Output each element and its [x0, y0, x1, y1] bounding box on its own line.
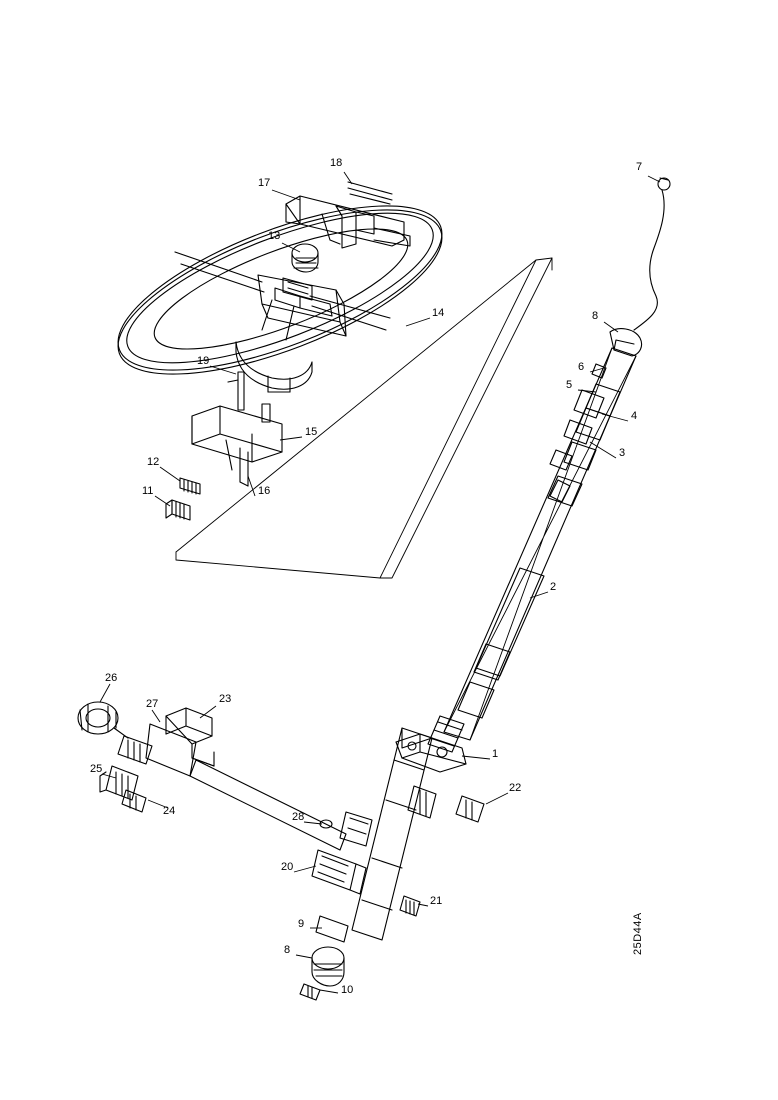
callout-6: 6	[578, 361, 585, 373]
callout-15: 15	[305, 426, 318, 438]
callout-9: 9	[298, 918, 305, 930]
fasteners-11-12	[166, 478, 200, 520]
intermediate-linkage	[78, 702, 346, 850]
callout-2: 2	[550, 581, 557, 593]
column-shroud-group	[283, 244, 318, 300]
column-jacket-outline	[176, 258, 552, 578]
callout-24: 24	[163, 805, 176, 817]
callout-7: 7	[636, 161, 643, 173]
callout-28: 28	[292, 811, 305, 823]
callout-14: 14	[432, 307, 445, 319]
switch-stalk-group	[286, 182, 410, 248]
callout-23: 23	[219, 693, 232, 705]
callout-10: 10	[341, 984, 354, 996]
callout-5: 5	[566, 379, 573, 391]
callout-16: 16	[258, 485, 271, 497]
callout-18: 18	[330, 157, 343, 169]
callout-3: 3	[619, 447, 626, 459]
lower-column-assembly	[300, 728, 484, 1000]
callout-12: 12	[147, 456, 160, 468]
callout-13: 13	[268, 230, 281, 242]
drawing-code-label: 25D44A	[632, 912, 644, 955]
callout-11: 11	[142, 485, 154, 497]
callout-21: 21	[430, 895, 443, 907]
callout-19: 19	[197, 355, 210, 367]
callout-25: 25	[90, 763, 103, 775]
callout-26: 26	[105, 672, 118, 684]
callout-17: 17	[258, 177, 271, 189]
callout-20: 20	[281, 861, 294, 873]
callout-8-upper: 8	[592, 310, 599, 322]
callout-27: 27	[146, 698, 159, 710]
steering-wheel-graphic	[99, 172, 462, 408]
callout-8-lower: 8	[284, 944, 291, 956]
callout-4: 4	[631, 410, 638, 422]
callout-22: 22	[509, 782, 522, 794]
callout-1: 1	[492, 748, 499, 760]
